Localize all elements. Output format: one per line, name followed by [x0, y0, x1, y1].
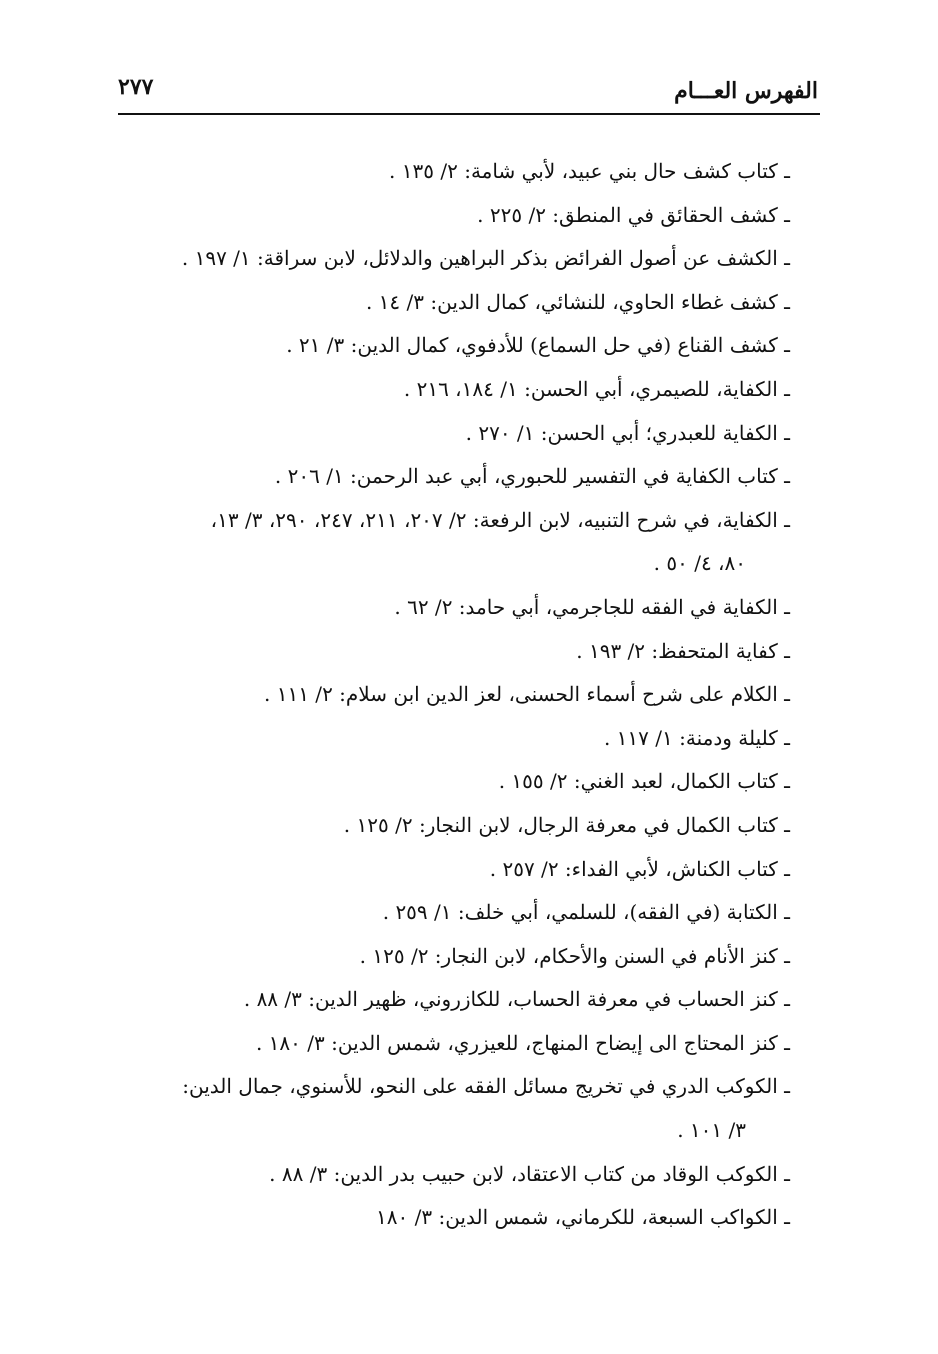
index-entry-text: ـ الكفاية، للصيمري، أبي الحسن: ١/ ١٨٤، ٢١٦ .	[403, 376, 790, 401]
index-entry	[110, 1196, 790, 1240]
index-entry-text: ـ الكواكب السبعة، للكرماني، شمس الدين: ٣/ ١٨٠	[376, 1205, 790, 1230]
index-entry	[110, 935, 790, 979]
index-entry	[110, 1153, 790, 1197]
index-entry	[110, 673, 790, 717]
index-entry-text: ـ كليلة ودمنة: ١/ ١١٧ .	[603, 725, 790, 750]
index-entries	[110, 150, 790, 1240]
index-entry-text: ـ كنز الحساب في معرفة الحساب، للكازروني، ظهير الدين: ٣/ ٨٨ .	[243, 987, 790, 1012]
index-entry	[110, 324, 790, 368]
index-entry	[110, 412, 790, 456]
index-entry-text: ـ الكوكب الوقاد من كتاب الاعتقاد، لابن حبيب بدر الدين: ٣/ ٨٨ .	[269, 1161, 790, 1186]
index-entry	[110, 586, 790, 630]
page-number: ٢٧٧	[118, 74, 154, 100]
index-entry-text: ـ الكفاية، في شرح التنبيه، لابن الرفعة: ٢/ ٢٠٧، ٢١١، ٢٤٧، ٢٩٠، ٣/ ١٣،	[210, 507, 790, 532]
index-entry-text: ـ الكفاية للعبدري؛ أبي الحسن: ١/ ٢٧٠ .	[465, 420, 790, 445]
index-entry	[110, 1022, 790, 1066]
index-entry	[110, 237, 790, 281]
index-entry-text: ـ كتاب الكمال في معرفة الرجال، لابن النجار: ٢/ ١٢٥ .	[343, 812, 790, 837]
index-entry	[110, 281, 790, 325]
index-entry	[110, 455, 790, 499]
index-entry-text: ـ كشف القناع (في حل السماع) للأدفوي، كمال الدين: ٣/ ٢١ .	[286, 333, 790, 358]
index-entry	[110, 150, 790, 194]
index-entry-text: ـ الكتابة (في الفقه)، للسلمي، أبي خلف: ١/ ٢٥٩ .	[382, 900, 790, 925]
index-entry-text: ـ كتاب الكناش، لأبي الفداء: ٢/ ٢٥٧ .	[489, 856, 790, 881]
index-entry-text: ـ الكفاية في الفقه للجاجرمي، أبي حامد: ٢/ ٦٢ .	[394, 594, 790, 619]
index-entry	[110, 804, 790, 848]
index-entry	[110, 891, 790, 935]
header-rule	[118, 113, 820, 115]
running-header-title: الفهرس العـــام	[674, 78, 818, 104]
index-entry-text: ـ الكوكب الدري في تخريج مسائل الفقه على النحو، للأسنوي، جمال الدين:	[182, 1074, 790, 1099]
index-entry	[110, 1065, 790, 1152]
index-entry	[110, 368, 790, 412]
index-entry	[110, 717, 790, 761]
index-entry-text: ـ كتاب الكفاية في التفسير للحبوري، أبي عبد الرحمن: ١/ ٢٠٦ .	[274, 464, 790, 489]
index-entry	[110, 194, 790, 238]
index-entry	[110, 848, 790, 892]
index-entry-text: ـ كتاب كشف حال بني عبيد، لأبي شامة: ٢/ ١٣٥ .	[389, 159, 790, 183]
page-header	[118, 68, 818, 112]
index-entry-text: ـ كشف الحقائق في المنطق: ٢/ ٢٢٥ .	[477, 202, 790, 227]
index-entry-text: ـ كتاب الكمال، لعبد الغني: ٢/ ١٥٥ .	[498, 769, 790, 794]
index-entry-continuation: ٣/ ١٠١ .	[677, 1118, 746, 1143]
index-entry-text: ـ كنز الأنام في السنن والأحكام، لابن النجار: ٢/ ١٢٥ .	[359, 943, 790, 968]
index-entry-text: ـ كنز المحتاج الى إيضاح المنهاج، للعيزري، شمس الدين: ٣/ ١٨٠ .	[255, 1030, 790, 1055]
index-entry-text: ـ الكلام على شرح أسماء الحسنى، لعز الدين ابن سلام: ٢/ ١١١ .	[264, 682, 790, 707]
index-entry	[110, 499, 790, 586]
index-entry-text: ـ كفاية المتحفظ: ٢/ ١٩٣ .	[576, 638, 790, 663]
index-entry-continuation: ٨٠، ٤/ ٥٠ .	[653, 551, 746, 576]
index-entry-text: ـ الكشف عن أصول الفرائض بذكر البراهين والدلائل، لابن سراقة: ١/ ١٩٧ .	[181, 246, 790, 271]
index-entry-text: ـ كشف غطاء الحاوي، للنشائي، كمال الدين: ٣/ ١٤ .	[365, 289, 790, 314]
index-entry	[110, 630, 790, 674]
index-entry	[110, 978, 790, 1022]
index-entry	[110, 760, 790, 804]
